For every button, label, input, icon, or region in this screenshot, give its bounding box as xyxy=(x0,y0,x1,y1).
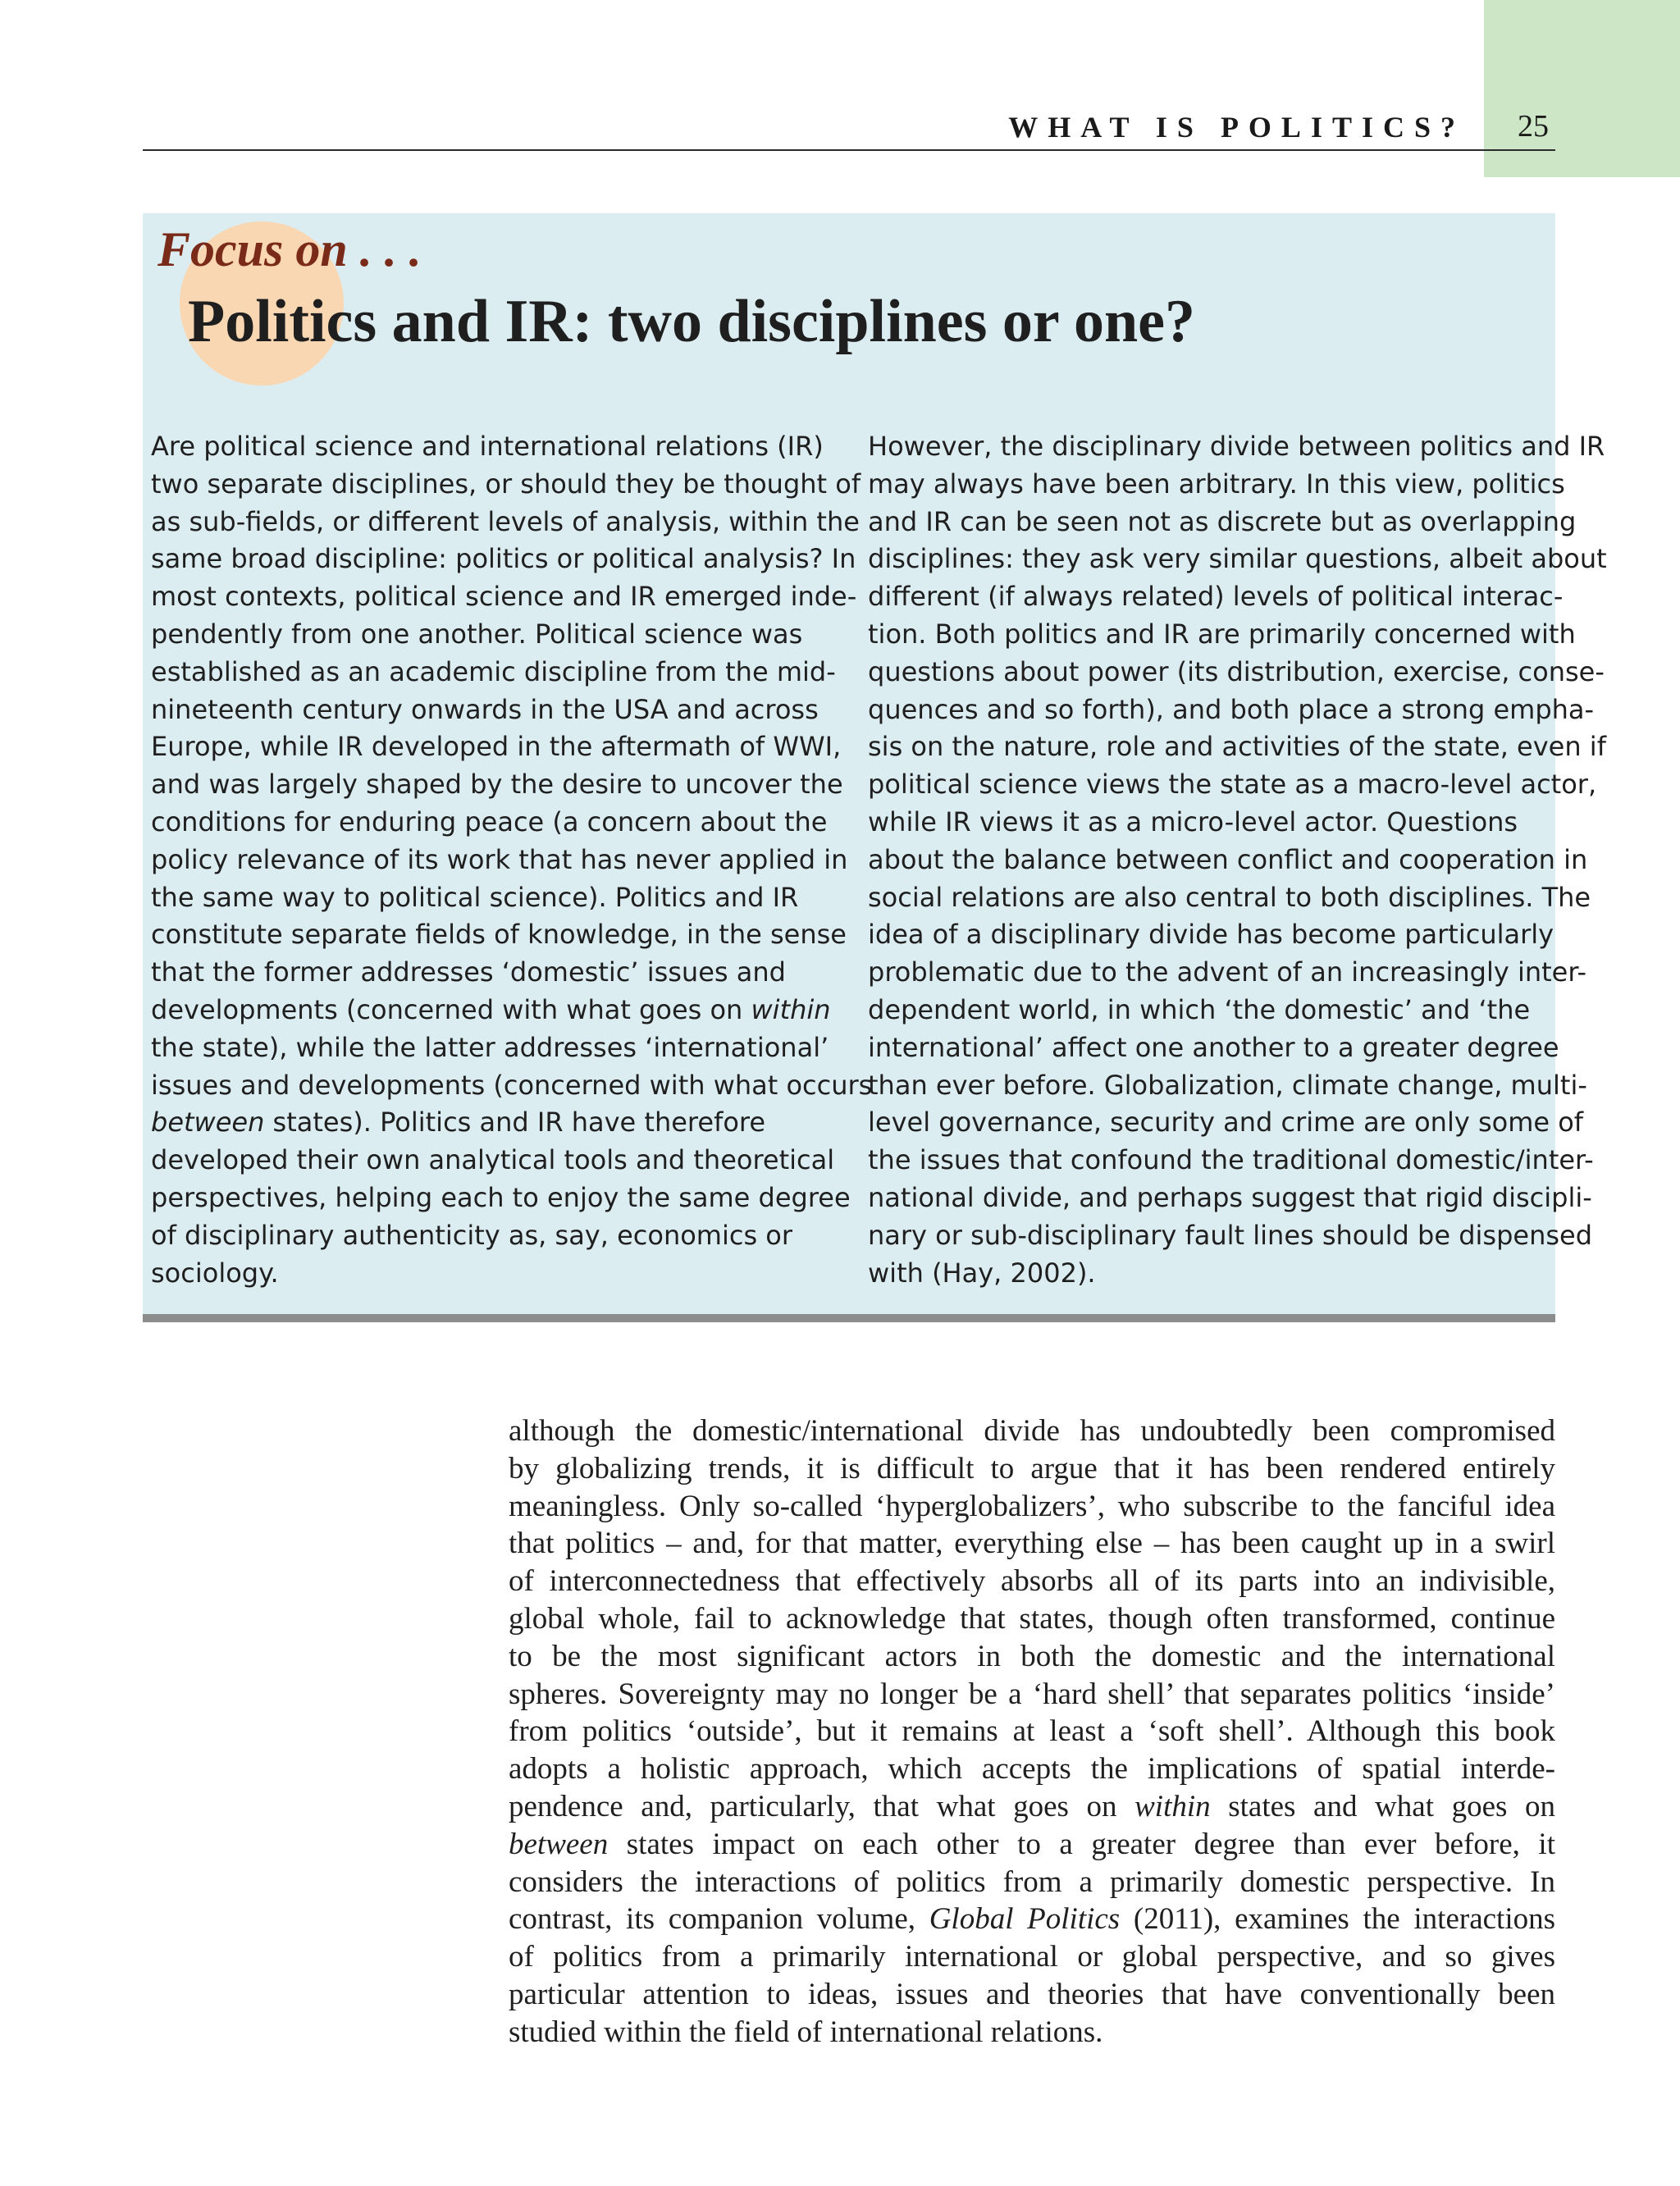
text-line: the issues that confound the traditional domestic/inter- xyxy=(868,1144,1594,1176)
text-line: by globalizing trends, it is difficult to argue that it has been rendered entirely xyxy=(509,1451,1555,1485)
text-line: However, the disciplinary divide between politics and IR xyxy=(868,431,1605,462)
text-line: established as an academic discipline from the mid- xyxy=(151,655,836,687)
text-line: problematic due to the advent of an increasingly inter- xyxy=(868,956,1587,988)
text-line: national divide, and perhaps suggest that rigid discipli- xyxy=(868,1181,1592,1213)
text-line: as sub-fields, or different levels of analysis, within the xyxy=(151,505,860,537)
text-line: studied within the field of international relations. xyxy=(509,2015,1103,2049)
text-line: constitute separate fields of knowledge, in the sense xyxy=(151,919,847,951)
text-line: adopts a holistic approach, which accepts the implications of spatial interde- xyxy=(509,1752,1555,1787)
text-line: idea of a disciplinary divide has become particularly xyxy=(868,919,1554,951)
text-line xyxy=(151,992,837,1029)
text-line: social relations are also central to both disciplines. The xyxy=(868,881,1591,913)
text-line: most contexts, political science and IR emerged inde- xyxy=(151,581,857,613)
text-line: may always have been arbitrary. In this view, politics xyxy=(868,468,1565,500)
text-line: level governance, security and crime are only some of xyxy=(868,1107,1584,1139)
text-line xyxy=(509,1826,1555,1864)
text-segment: developments (concerned with what goes on xyxy=(151,993,751,1025)
text-line: considers the interactions of politics from a primarily domestic perspective. In xyxy=(509,1864,1555,1899)
text-line: questions about power (its distribution, exercise, conse- xyxy=(868,655,1605,687)
italic-segment: within xyxy=(1134,1789,1211,1823)
text-line: than ever before. Globalization, climate change, multi- xyxy=(868,1069,1587,1101)
text-line: conditions for enduring peace (a concern about the xyxy=(151,805,828,837)
text-segment: states). Politics and IR have therefore xyxy=(264,1107,766,1139)
text-line: sis on the nature, role and activities of the state, even if xyxy=(868,731,1606,763)
text-line: Are political science and international relations (IR) xyxy=(151,431,824,462)
text-line: of politics from a primarily international or global perspective, and so gives xyxy=(509,1940,1555,1974)
text-line xyxy=(509,1901,1555,1938)
running-header xyxy=(143,107,1555,151)
text-line: the state), while the latter addresses ‘international’ xyxy=(151,1031,829,1063)
text-line xyxy=(509,1788,1555,1826)
text-line: sociology. xyxy=(151,1257,279,1289)
text-line: particular attention to ideas, issues and theories that have conventionally been xyxy=(509,1977,1555,2011)
focus-title: Politics and IR: two disciplines or one? xyxy=(188,288,1195,355)
text-line: nineteenth century onwards in the USA and across xyxy=(151,693,819,725)
text-line: different (if always related) levels of political interac- xyxy=(868,581,1564,613)
text-line: policy relevance of its work that has never applied in xyxy=(151,843,848,875)
text-line: political science views the state as a macro-level actor, xyxy=(868,769,1597,801)
italic-segment: Global Politics xyxy=(929,1902,1121,1937)
focus-right-column xyxy=(868,428,1607,1292)
text-line: about the balance between conflict and cooperation in xyxy=(868,843,1588,875)
text-line: meaningless. Only so-called ‘hyperglobalizers’, who subscribe to the fanciful idea xyxy=(509,1489,1555,1523)
text-line: pendently from one another. Political science was xyxy=(151,618,803,650)
italic-segment: between xyxy=(151,1107,265,1139)
text-segment: states impact on each other to a greater degree than ever before, it xyxy=(608,1827,1555,1861)
text-line: although the domestic/international divide has undoubtedly been compromised xyxy=(509,1414,1555,1448)
text-line: perspectives, helping each to enjoy the same degree xyxy=(151,1181,851,1213)
running-title: WHAT IS POLITICS? xyxy=(1008,111,1465,144)
focus-left-column xyxy=(151,428,873,1292)
body-paragraph xyxy=(509,1412,1555,2051)
text-line: international’ affect one another to a greater degree xyxy=(868,1031,1559,1063)
text-line: that the former addresses ‘domestic’ issues and xyxy=(151,956,786,988)
italic-segment: between xyxy=(509,1827,609,1861)
text-line xyxy=(151,1104,837,1142)
text-line: nary or sub-disciplinary fault lines should be dispensed xyxy=(868,1219,1593,1251)
focus-box xyxy=(143,213,1607,1322)
italic-segment: within xyxy=(751,993,831,1025)
text-line: of interconnectedness that effectively absorbs all of its parts into an indivisible, xyxy=(509,1564,1555,1599)
text-line: of disciplinary authenticity as, say, economics or xyxy=(151,1219,793,1251)
text-segment: pendence and, particularly, that what goes on xyxy=(509,1789,1135,1823)
text-line: to be the most significant actors in both the domestic and the international xyxy=(509,1639,1555,1673)
text-line: spheres. Sovereignty may no longer be a ‘hard shell’ that separates politics ‘inside’ xyxy=(509,1677,1555,1711)
text-line: same broad discipline: politics or political analysis? In xyxy=(151,543,856,575)
text-line: and IR can be seen not as discrete but as overlapping xyxy=(868,505,1577,537)
text-segment: (2011), examines the interactions xyxy=(1120,1902,1555,1937)
text-line: dependent world, in which ‘the domestic’ and ‘the xyxy=(868,993,1531,1025)
text-segment: states and what goes on xyxy=(1210,1789,1555,1823)
text-line: global whole, fail to acknowledge that states, though often transformed, continue xyxy=(509,1601,1555,1636)
text-line: developed their own analytical tools and theoretical xyxy=(151,1144,835,1176)
text-line: that politics – and, for that matter, everything else – has been caught up in a swirl xyxy=(509,1527,1555,1561)
text-line: with (Hay, 2002). xyxy=(868,1257,1096,1289)
text-line: disciplines: they ask very similar questions, albeit about xyxy=(868,543,1607,575)
text-line: and was largely shaped by the desire to uncover the xyxy=(151,769,843,801)
text-line: issues and developments (concerned with what occurs xyxy=(151,1069,873,1101)
text-line: tion. Both politics and IR are primarily concerned with xyxy=(868,618,1576,650)
text-line: Europe, while IR developed in the aftermath of WWI, xyxy=(151,731,842,763)
text-line: while IR views it as a micro-level actor. Questions xyxy=(868,805,1518,837)
text-line: two separate disciplines, or should they be thought of xyxy=(151,468,861,500)
focus-label: Focus on . . . xyxy=(158,222,422,276)
text-line: the same way to political science). Politics and IR xyxy=(151,881,799,913)
text-line: from politics ‘outside’, but it remains at least a ‘soft shell’. Although this book xyxy=(509,1714,1555,1749)
page-number: 25 xyxy=(1518,109,1549,144)
text-segment: contrast, its companion volume, xyxy=(509,1902,929,1937)
text-line: quences and so forth), and both place a strong empha- xyxy=(868,693,1595,725)
